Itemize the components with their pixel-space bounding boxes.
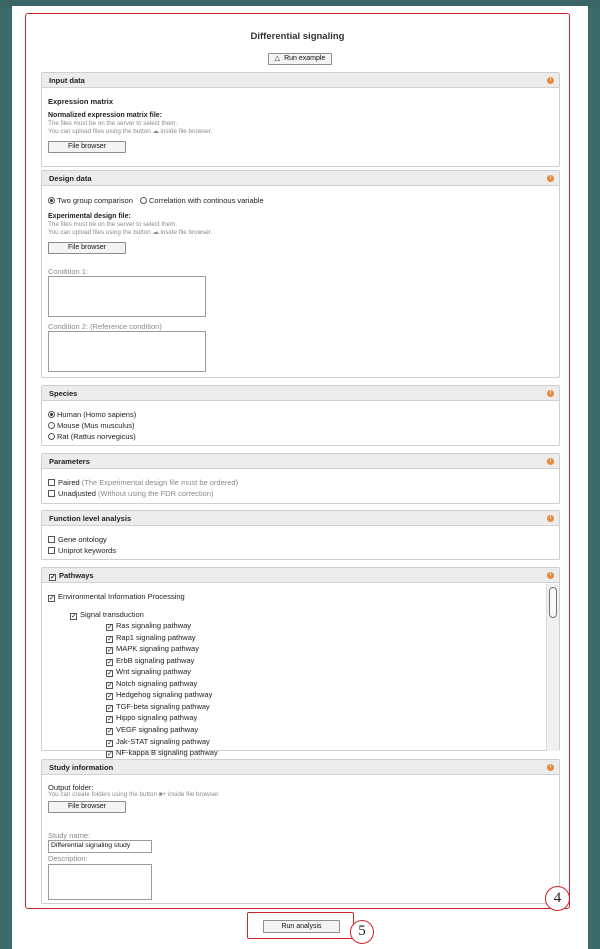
checkbox-icon[interactable]: ✓ <box>107 716 113 724</box>
checkbox-icon[interactable]: ✓ <box>107 704 113 712</box>
folder-plus-icon: ■+ <box>158 791 167 798</box>
pathway-item-checkbox[interactable] <box>106 679 197 689</box>
checkbox-icon[interactable]: ✓ <box>107 670 113 678</box>
expression-file-label: Normalized expression matrix file: <box>48 112 162 119</box>
pathway-item-checkbox[interactable] <box>106 644 199 654</box>
parameters-panel <box>41 453 560 504</box>
pathway-group-checkbox[interactable]: ✓ Environmental Information Processing <box>49 592 185 602</box>
species-panel <box>41 385 560 446</box>
pathway-item-checkbox[interactable] <box>106 621 191 631</box>
description-label: Description: <box>48 854 88 863</box>
pathway-item-checkbox[interactable] <box>106 713 197 723</box>
annotation-circle-5: 5 <box>350 920 374 944</box>
panel-header: Function level analysis i <box>42 511 559 526</box>
condition2-textarea[interactable] <box>48 331 206 372</box>
checkbox-icon[interactable]: ✓ <box>107 647 113 655</box>
pathway-item-label: TGF-beta signaling pathway <box>116 701 210 711</box>
checkbox-icon[interactable]: ✓ <box>107 693 113 701</box>
checkbox-icon[interactable]: ✓ <box>107 635 113 643</box>
checkbox-icon[interactable]: ✓ <box>107 658 113 666</box>
pathway-item-checkbox[interactable] <box>106 656 194 666</box>
pathway-item-label: Rap1 signaling pathway <box>116 632 196 642</box>
unadjusted-checkbox[interactable]: Unadjusted (Without using the FDR correction) <box>48 489 214 498</box>
help-text-folder: You can create folders using the button ■+ inside file browser. <box>48 791 220 798</box>
scrollbar-thumb[interactable] <box>549 587 557 618</box>
pathways-scrollbar[interactable] <box>546 584 559 751</box>
panel-header: Design data i <box>42 171 559 186</box>
pathway-item-checkbox[interactable] <box>106 667 191 677</box>
help-text-upload: You can upload files using the button ☁ inside file browser. <box>48 229 213 236</box>
page-title: Differential signaling <box>250 31 345 42</box>
gene-ontology-checkbox[interactable]: Gene ontology <box>48 535 107 544</box>
radio-rat[interactable]: Rat (Rattus norvegicus) <box>48 432 136 441</box>
panel-header: Species i <box>42 386 559 401</box>
info-icon[interactable]: i <box>547 458 554 465</box>
pathway-subgroup-checkbox[interactable]: ✓ Signal transduction <box>71 610 144 620</box>
annotation-circle-4: 4 <box>545 886 570 911</box>
radio-correlation[interactable]: Correlation with continous variable <box>140 196 264 205</box>
study-name-label: Study name: <box>48 831 91 840</box>
pathway-item-label: Jak-STAT signaling pathway <box>116 736 210 746</box>
radio-human[interactable]: Human (Homo sapiens) <box>48 410 136 419</box>
uniprot-keywords-checkbox[interactable]: Uniprot keywords <box>48 546 116 555</box>
pathway-item-label: Hedgehog signaling pathway <box>116 690 213 700</box>
pathway-item-label: Notch signaling pathway <box>116 678 198 688</box>
pathway-item-checkbox[interactable] <box>106 737 210 747</box>
panel-header: ✓ Pathways i <box>42 568 559 583</box>
help-text: The files must be on the server to select them. <box>48 221 178 228</box>
radio-two-group[interactable]: Two group comparison <box>48 196 133 205</box>
pathway-item-label: MAPK signaling pathway <box>116 644 199 654</box>
pathways-panel <box>41 567 560 759</box>
condition1-label: Condition 1: <box>48 267 89 276</box>
panel-header: Parameters i <box>42 454 559 469</box>
checkbox-icon[interactable]: ✓ <box>107 739 113 747</box>
study-info-panel <box>41 759 560 904</box>
function-level-panel <box>41 510 560 560</box>
study-name-input[interactable]: Differential signaling study <box>48 840 152 853</box>
output-folder-browser-button[interactable]: File browser <box>48 801 126 813</box>
condition2-label: Condition 2: (Reference condition) <box>48 322 162 331</box>
pathway-item-label: ErbB signaling pathway <box>116 655 195 665</box>
design-data-panel <box>41 170 560 378</box>
pathways-checkbox[interactable]: ✓ <box>50 574 56 581</box>
pathway-item-checkbox[interactable] <box>106 725 198 735</box>
checkbox-icon[interactable]: ✓ <box>107 751 113 759</box>
pathway-item-label: Hippo signaling pathway <box>116 713 198 723</box>
checkbox-icon[interactable]: ✓ <box>107 681 113 689</box>
expression-matrix-heading: Expression matrix <box>48 97 114 106</box>
info-icon[interactable]: i <box>547 390 554 397</box>
design-file-browser-button[interactable]: File browser <box>48 242 126 254</box>
expression-file-browser-button[interactable]: File browser <box>48 141 126 153</box>
run-example-button[interactable]: △ Run example <box>268 53 332 65</box>
pathway-item-label: Ras signaling pathway <box>116 621 192 630</box>
cloud-upload-icon: ☁ <box>152 128 159 135</box>
design-file-label: Experimental design file: <box>48 213 131 220</box>
info-icon[interactable]: i <box>547 515 554 522</box>
pathway-item-label: NF-kappa B signaling pathway <box>116 748 218 758</box>
info-icon[interactable]: i <box>547 77 554 84</box>
info-icon[interactable]: i <box>547 764 554 771</box>
pathway-item-checkbox[interactable] <box>106 633 196 643</box>
cloud-upload-icon: ☁ <box>152 229 159 236</box>
panel-header: Input data i <box>42 73 559 88</box>
paired-checkbox[interactable]: Paired (The Experimental design file must be ordered) <box>48 478 238 487</box>
input-data-panel <box>41 72 560 167</box>
help-text-upload: You can upload files using the button ☁ inside file browser. <box>48 128 213 135</box>
condition1-textarea[interactable] <box>48 276 206 317</box>
description-textarea[interactable] <box>48 864 152 900</box>
pathway-item-checkbox[interactable] <box>106 748 218 758</box>
info-icon[interactable]: i <box>547 175 554 182</box>
pathway-item-checkbox[interactable] <box>106 702 210 712</box>
pathway-item-label: VEGF signaling pathway <box>116 724 199 734</box>
panel-header: Study information i <box>42 760 559 775</box>
run-analysis-button[interactable]: Run analysis <box>263 920 340 933</box>
help-text: The files must be on the server to select them. <box>48 120 178 127</box>
info-icon[interactable]: i <box>547 572 554 579</box>
checkbox-icon[interactable]: ✓ <box>107 727 113 735</box>
checkbox-icon[interactable]: ✓ <box>107 624 113 631</box>
flask-icon: △ <box>274 55 281 62</box>
pathway-item-checkbox[interactable] <box>106 690 212 700</box>
radio-mouse[interactable]: Mouse (Mus musculus) <box>48 421 135 430</box>
pathway-item-label: Wnt signaling pathway <box>116 667 192 677</box>
output-folder-label: Output folder: <box>48 783 94 792</box>
